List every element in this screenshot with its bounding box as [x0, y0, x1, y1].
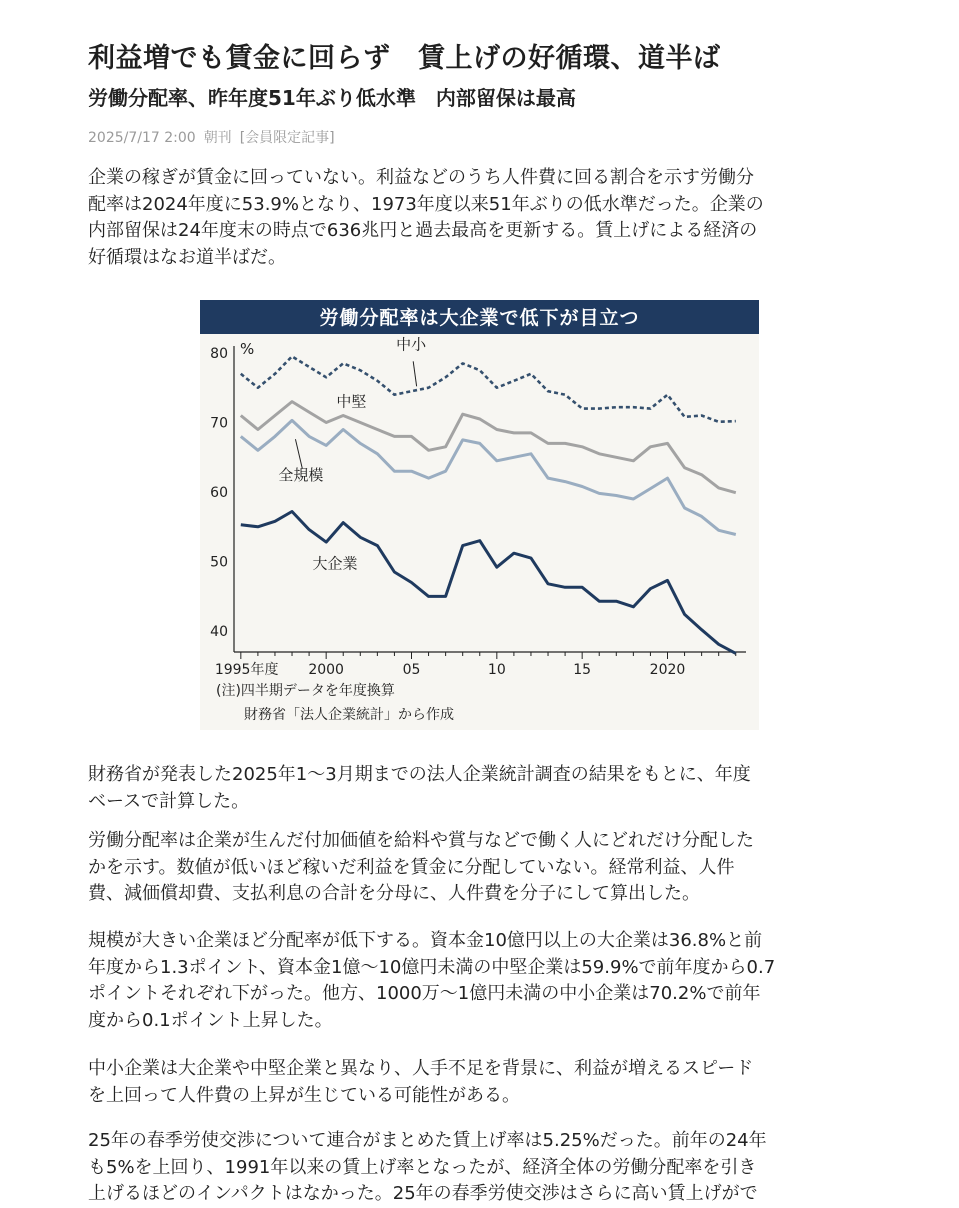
subheadline: 労働分配率、昨年度51年ぶり低水準 内部留保は最高: [88, 86, 576, 110]
paragraph-line: も5%を上回り、1991年以来の賃上げ率となったが、経済全体の労働分配率を引き: [88, 1156, 757, 1178]
article-paragraph: [88, 828, 878, 908]
paragraph-line: ベースで計算した。: [88, 790, 250, 812]
paragraph-line: 中小企業は大企業や中堅企業と異なり、人手不足を背景に、利益が増えるスピード: [88, 1058, 754, 1079]
x-tick-label: 05: [402, 662, 421, 678]
paragraph-line: 費、減価償却費、支払利息の合計を分母に、人件費を分子にして算出した。: [88, 883, 700, 904]
paragraph-line: 25年の春季労使交渉について連合がまとめた賃上げ率は5.25%だった。前年の24年: [88, 1130, 767, 1151]
article-paragraph: [88, 1056, 878, 1109]
members-only-badge: [会員限定記事]: [239, 130, 335, 146]
series-line-中小: [241, 356, 736, 421]
leader-line-全規模: [295, 439, 302, 468]
y-tick-label: 70: [210, 415, 228, 432]
paragraph-line: 年度から1.3ポイント、資本金1億〜10億円未満の中堅企業は59.9%で前年度から0.7: [88, 956, 776, 978]
x-tick-label: 10: [487, 662, 506, 678]
x-tick-label: 15: [573, 662, 592, 678]
paragraph-line: 配率は2024年度に53.9%となり、1973年度以来51年ぶりの低水準だった。企業の: [88, 193, 764, 215]
paragraph-line: 企業の稼ぎが賃金に回っていない。利益などのうち人件費に回る割合を示す労働分: [88, 167, 754, 188]
chart-figure: [200, 300, 759, 730]
paragraph-line: ポイントそれぞれ下がった。他方、1000万〜1億円未満の中小企業は70.2%で前年: [88, 983, 761, 1004]
series-line-大企業: [241, 512, 736, 654]
chart-source: 財務省「法人企業統計」から作成: [216, 707, 454, 723]
y-tick-label: 40: [210, 624, 228, 641]
article-paragraph: [88, 928, 878, 1034]
chart-title: 労働分配率は大企業で低下が目立つ: [200, 300, 759, 334]
y-tick-label: 80: [210, 345, 228, 362]
paragraph-line: を上回って人件費の上昇が生じている可能性がある。: [88, 1084, 520, 1106]
x-tick-label: 2000: [308, 662, 344, 678]
x-tick-label: 1995年度: [214, 662, 279, 678]
y-tick-label: 60: [210, 485, 228, 502]
paragraph-line: 規模が大きい企業ほど分配率が低下する。資本金10億円以上の大企業は36.8%と前: [88, 930, 763, 951]
y-axis-unit: %: [240, 340, 255, 358]
series-label-全規模: 全規模: [278, 466, 324, 485]
series-label-中堅: 中堅: [336, 392, 367, 411]
y-tick-label: 50: [210, 554, 228, 571]
paragraph-line: 上げるほどのインパクトはなかった。25年の春季労使交渉はさらに高い賃上げがで: [88, 1183, 758, 1204]
publish-date: 2025/7/17 2:00: [88, 130, 196, 146]
paragraph-line: かを示す。数値が低いほど稼いだ利益を賃金に分配していない。経常利益、人件: [88, 856, 735, 878]
labor-share-chart: [200, 334, 759, 730]
paragraph-line: 労働分配率は企業が生んだ付加価値を給料や賞与などで働く人にどれだけ分配した: [88, 830, 754, 851]
x-tick-label: 2020: [649, 662, 686, 678]
headline: 利益増でも賃金に回らず 賃上げの好循環、道半ば: [88, 43, 721, 74]
series-label-大企業: 大企業: [312, 554, 358, 573]
article-paragraph: [88, 762, 878, 815]
series-label-中小: 中小: [396, 335, 427, 354]
leader-line-中小: [413, 361, 416, 386]
article-meta: [88, 127, 343, 147]
paragraph-line: 度から0.1ポイント上昇した。: [88, 1009, 333, 1031]
edition-label: 朝刊: [203, 130, 232, 146]
paragraph-line: 好循環はなお道半ばだ。: [88, 246, 286, 268]
article-paragraph: [88, 165, 878, 271]
article-paragraph: [88, 1128, 878, 1208]
paragraph-line: 財務省が発表した2025年1〜3月期までの法人企業統計調査の結果をもとに、年度: [88, 764, 751, 785]
paragraph-line: 内部留保は24年度末の時点で636兆円と過去最高を更新する。賃上げによる経済の: [88, 220, 758, 241]
chart-note: (注)四半期データを年度換算: [216, 683, 395, 699]
